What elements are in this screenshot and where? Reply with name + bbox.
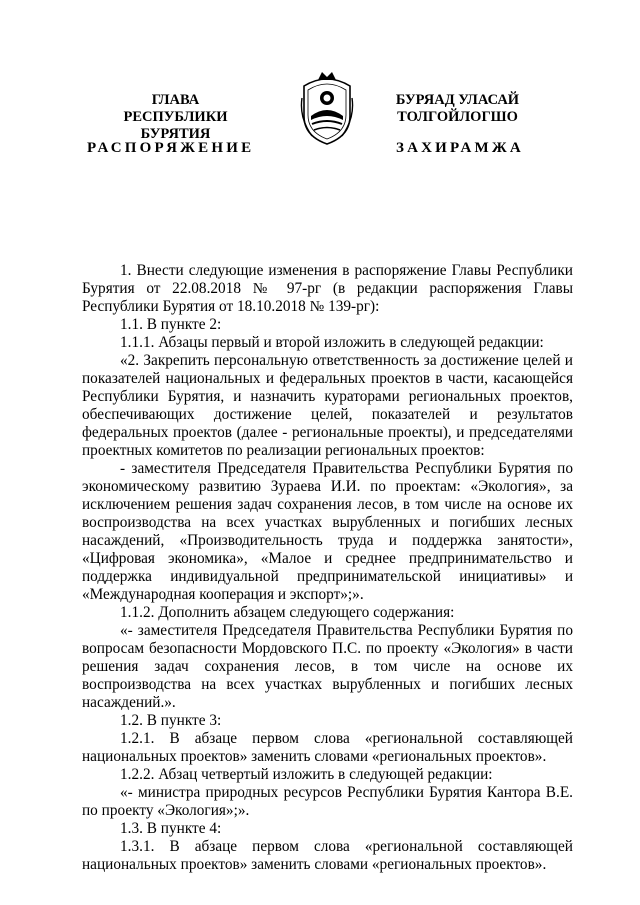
paragraph: 1.2.1. В абзаце первом слова «региональной составляющей национальных проектов» заменить словами «региональных проектов».	[82, 730, 573, 765]
order-text	[82, 262, 573, 874]
paragraph: «2. Закрепить персональную ответственность за достижение целей и показателей национальных и федеральных проектов в части, касающейся Республики Бурятия, и назначить кураторами региональных проектов, обеспечивающих достижение целей, показателей и результатов федеральных проектов (далее - региональные проекты), и председателями проектных комитетов по реализации региональных проектов:	[82, 352, 573, 459]
paragraph: 1.2.2. Абзац четвертый изложить в следующей редакции:	[120, 766, 493, 783]
issuer-title-buryat	[370, 92, 545, 126]
paragraph: 1.2. В пункте 3:	[120, 712, 222, 729]
issuer-line-2-buryat: ТОЛГОЙЛОГШО	[397, 109, 518, 125]
paragraph: - заместителя Председателя Правительства Республики Бурятия по экономическому развитию Зураева И.И. по проектам: «Экология», за исключением решения задач сохранения лесов, в том числе на основе их воспроизводства на всех участках вырубленных и погибших лесных насаждений, «Производительность труда и поддержка занятости», «Цифровая экономика», «Малое и среднее предпринимательство и поддержка индивидуальной предпринимательской инициативы» и «Международная кооперация и экспорт»;».	[82, 460, 573, 603]
paragraph: 1.3. В пункте 4:	[120, 820, 222, 837]
issuer-title-russian	[88, 92, 263, 143]
issuer-line-1-buryat: БУРЯАД УЛАСАЙ	[395, 92, 520, 108]
coat-of-arms-icon	[298, 68, 356, 146]
paragraph: 1.1. В пункте 2:	[120, 316, 222, 333]
paragraph: 1.1.2. Дополнить абзацем следующего содержания:	[120, 604, 455, 621]
paragraph: «- заместителя Председателя Правительства Республики Бурятия по вопросам безопасности Мордовского П.С. по проекту «Экология» в части решения задач сохранения лесов, в том числе на основе их воспроизводства на всех участках вырубленных и погибших лесных насаждений.».	[82, 622, 573, 711]
issuer-line-1: ГЛАВА	[151, 92, 200, 108]
paragraph: 1.3.1. В абзаце первом слова «региональной составляющей национальных проектов» заменить словами «региональных проектов».	[82, 838, 573, 873]
paragraph: «- министра природных ресурсов Республики Бурятия Кантора В.Е. по проекту «Экология»;».	[82, 784, 573, 819]
issuer-line-2: РЕСПУБЛИКИ БУРЯТИЯ	[123, 109, 228, 142]
document-type-buryat: ЗАХИРАМЖА	[396, 140, 524, 156]
paragraph: 1.1.1. Абзацы первый и второй изложить в следующей редакции:	[120, 334, 544, 351]
paragraph: 1. Внести следующие изменения в распоряжение Главы Республики Бурятия от 22.08.2018 № 97-рг (в редакции распоряжения Главы Республики Бурятия от 18.10.2018 № 139-рг):	[82, 262, 573, 315]
document-type-russian: РАСПОРЯЖЕНИЕ	[87, 140, 255, 156]
